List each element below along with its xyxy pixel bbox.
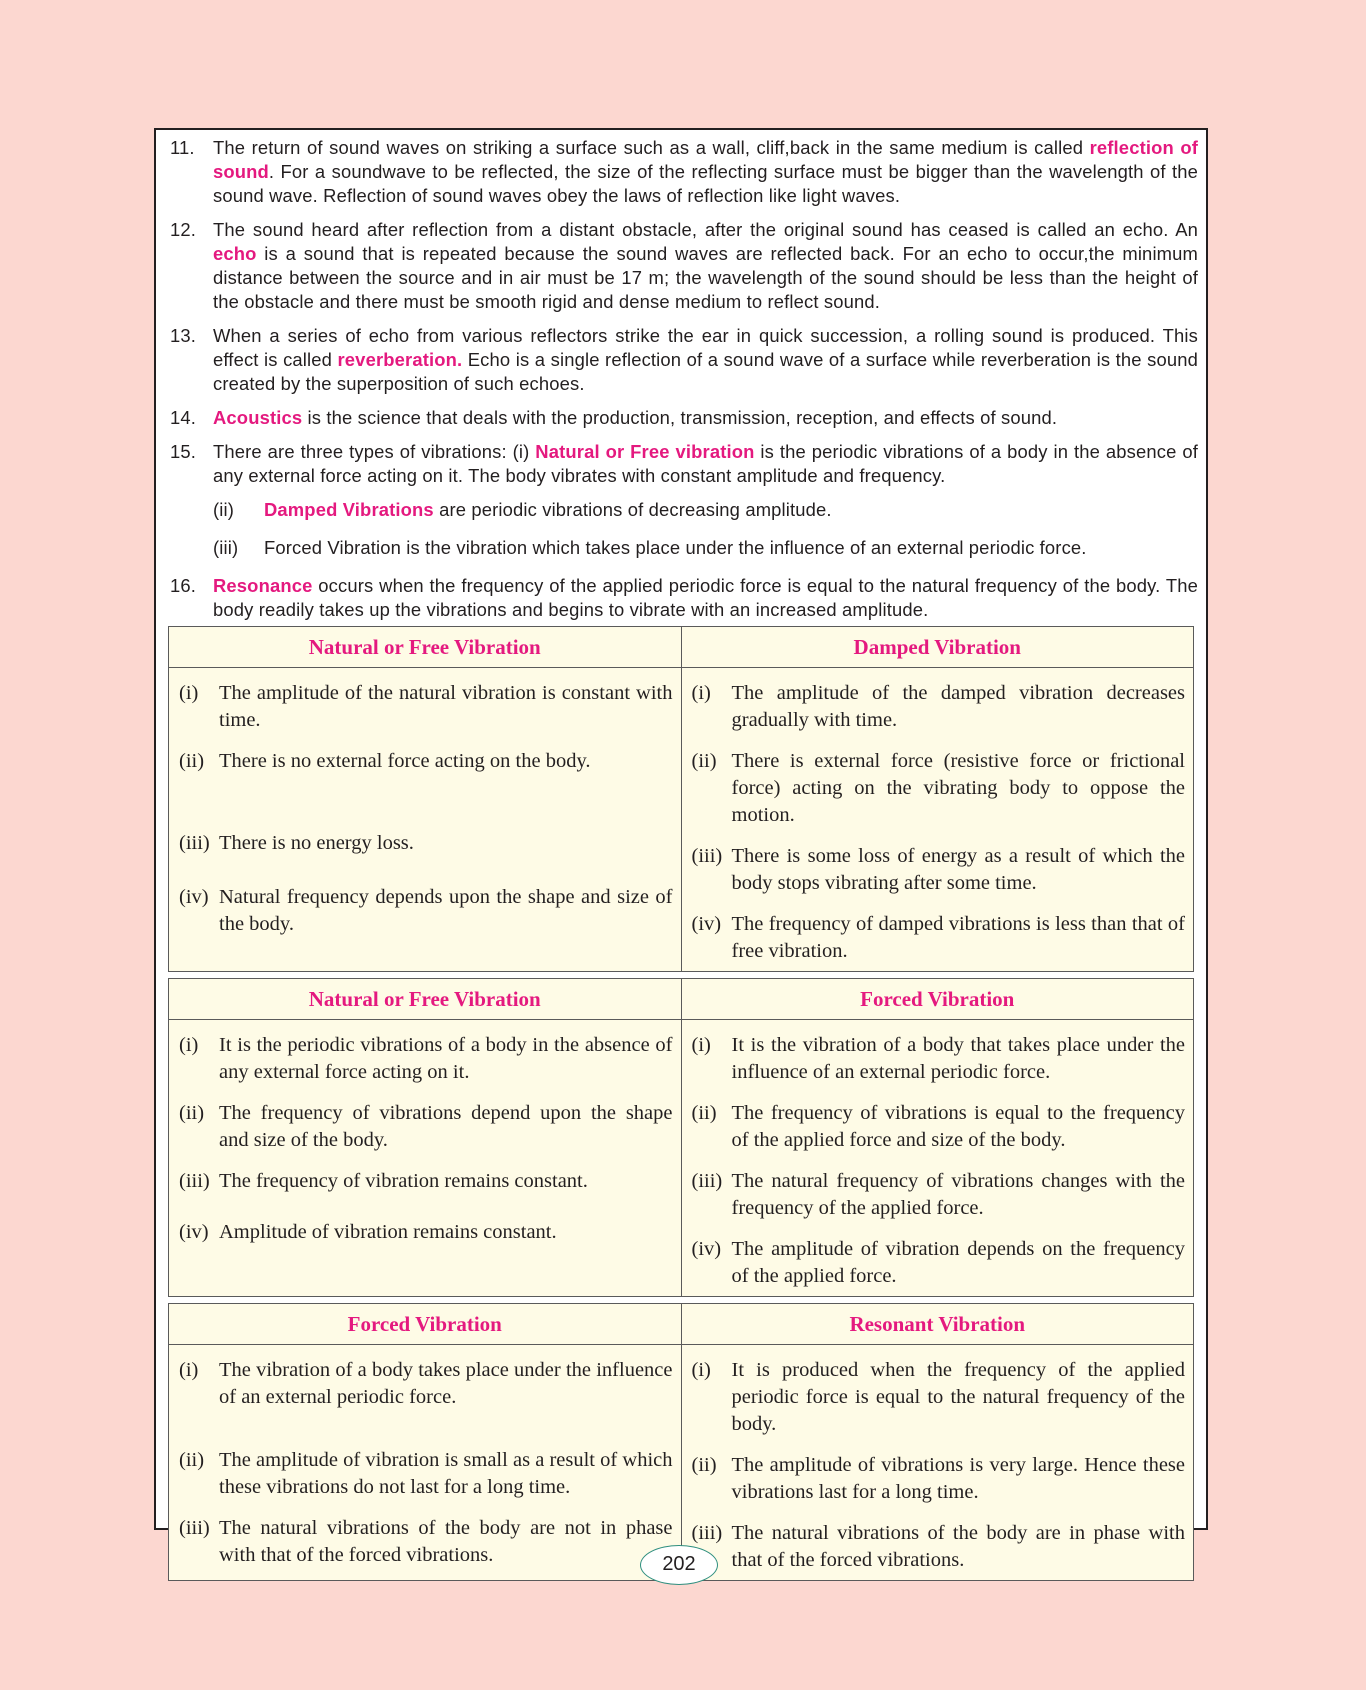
point-number: (iii) xyxy=(179,832,210,854)
item-text xyxy=(213,136,1198,208)
text-run: The sound heard after reflection from a distant obstacle, after the original sound has ceased is called an echo. An xyxy=(213,219,1198,240)
list-item xyxy=(164,440,1198,488)
text-run: There are three types of vibrations: (i) xyxy=(213,441,536,462)
point xyxy=(692,843,1186,897)
table-column xyxy=(681,668,1194,972)
text-run: occurs when the frequency of the applied periodic force is equal to the natural frequency of the body. The body readily takes up the vibrations and begins to vibrate with an increased amplitude. xyxy=(213,575,1198,620)
item-text xyxy=(213,574,1198,622)
point-text: The amplitude of the damped vibration decreases gradually with time. xyxy=(731,682,1185,731)
table-column xyxy=(169,1345,682,1581)
point xyxy=(692,1452,1186,1506)
term-highlight: Damped Vibrations xyxy=(264,499,434,520)
point-text: The amplitude of vibration is small as a result of which these vibrations do not last for a long time. xyxy=(219,1449,673,1498)
point-number: (ii) xyxy=(691,750,717,772)
item-number: 16. xyxy=(170,575,197,596)
term-highlight: Resonance xyxy=(213,575,313,596)
point-number: (iv) xyxy=(691,1238,722,1260)
point xyxy=(692,911,1186,965)
list-item xyxy=(164,324,1198,396)
term-highlight: reverberation. xyxy=(337,349,463,370)
text-run: is the periodic vibrations of a body in the absence of any external force acting on it. The body vibrates with constant amplitude and frequency. xyxy=(213,441,1199,486)
comparison-table-forced-resonant xyxy=(168,1303,1194,1581)
point xyxy=(692,1236,1186,1290)
point-number: (iii) xyxy=(691,1522,723,1544)
point-text: The amplitude of vibration depends on the frequency of the applied force. xyxy=(731,1238,1185,1287)
point-number: (ii) xyxy=(691,1454,717,1476)
point xyxy=(179,884,673,938)
column-heading: Natural or Free Vibration xyxy=(169,627,682,668)
comparison-table-natural-damped xyxy=(168,626,1194,972)
page-number: 202 xyxy=(640,1545,718,1585)
sub-item-text xyxy=(264,536,1198,560)
point-number: (i) xyxy=(691,1359,711,1381)
point-text: The vibration of a body takes place under the influence of an external periodic force. xyxy=(219,1359,673,1408)
text-run: . For a soundwave to be reflected, the size of the reflecting surface must be bigger than the wavelength of the sound wave. Reflection of sound waves obey the laws of reflection like light waves. xyxy=(213,161,1198,206)
point-text: The frequency of damped vibrations is less than that of free vibration. xyxy=(731,913,1185,962)
point-number: (iii) xyxy=(179,1170,210,1192)
item-number: 14. xyxy=(170,407,197,428)
point-text: The amplitude of the natural vibration is constant with time. xyxy=(219,682,673,731)
item-text xyxy=(213,440,1198,488)
table-column xyxy=(681,1020,1194,1297)
point-text: It is the periodic vibrations of a body in the absence of any external force acting on it. xyxy=(219,1034,673,1083)
point-number: (i) xyxy=(691,682,711,704)
point xyxy=(692,680,1186,734)
point xyxy=(692,748,1186,829)
text-run: The return of sound waves on striking a surface such as a wall, cliff,back in the same medium is called xyxy=(213,137,1090,158)
point-number: (i) xyxy=(179,1034,199,1056)
point-number: (iii) xyxy=(691,1170,723,1192)
numbered-list xyxy=(164,136,1198,622)
column-heading: Natural or Free Vibration xyxy=(169,979,682,1020)
point-number: (iii) xyxy=(179,1517,210,1539)
list-item xyxy=(164,218,1198,314)
point xyxy=(692,1032,1186,1086)
text-run: is the science that deals with the production, transmission, reception, and effects of sound. xyxy=(302,407,1058,428)
point-text: The natural vibrations of the body are not in phase with that of the forced vibrations. xyxy=(219,1517,673,1566)
list-item xyxy=(164,406,1198,430)
item-number: 11. xyxy=(170,137,195,158)
term-highlight: reflection of sound xyxy=(213,137,1198,182)
list-item xyxy=(164,136,1198,208)
item-number: 12. xyxy=(170,219,197,240)
point-number: (i) xyxy=(691,1034,711,1056)
text-run: When a series of echo from various reflectors strike the ear in quick succession, a rolling sound is produced. This effect is called xyxy=(213,325,1198,370)
point-text: The frequency of vibrations is equal to the frequency of the applied force and size of the body. xyxy=(731,1102,1185,1151)
point xyxy=(692,1520,1186,1574)
point-number: (ii) xyxy=(179,1449,205,1471)
point xyxy=(179,748,673,775)
point-text: There is no external force acting on the body. xyxy=(219,750,591,772)
point-number: (iv) xyxy=(691,913,722,935)
point-number: (i) xyxy=(179,1359,199,1381)
point-number: (i) xyxy=(179,682,199,704)
term-highlight: Acoustics xyxy=(213,407,303,428)
point-number: (iii) xyxy=(691,845,723,867)
point-text: There is no energy loss. xyxy=(219,832,414,854)
list-item xyxy=(164,574,1198,622)
point-text: The natural vibrations of the body are in phase with that of the forced vibrations. xyxy=(731,1522,1185,1571)
point-text: It is produced when the frequency of the applied periodic force is equal to the natural frequency of the body. xyxy=(731,1359,1185,1435)
column-heading: Forced Vibration xyxy=(169,1304,682,1345)
column-heading: Forced Vibration xyxy=(681,979,1194,1020)
point-text: The amplitude of vibrations is very large. Hence these vibrations last for a long time. xyxy=(731,1454,1185,1503)
text-run: Echo is a single reflection of a sound wave of a surface while reverberation is the sound created by the superposition of such echoes. xyxy=(213,349,1199,394)
point-number: (iv) xyxy=(179,886,209,908)
point-text: There is external force (resistive force or frictional force) acting on the vibrating body to oppose the motion. xyxy=(731,750,1185,826)
point-number: (ii) xyxy=(691,1102,717,1124)
point-text: There is some loss of energy as a result of which the body stops vibrating after some time. xyxy=(731,845,1185,894)
point xyxy=(179,1447,673,1501)
item-text xyxy=(213,324,1198,396)
point-text: The frequency of vibration remains constant. xyxy=(219,1170,588,1192)
column-heading: Damped Vibration xyxy=(681,627,1194,668)
point xyxy=(179,1032,673,1086)
point-text: The frequency of vibrations depend upon the shape and size of the body. xyxy=(219,1102,673,1151)
term-highlight: echo xyxy=(213,243,257,264)
point xyxy=(179,1168,673,1195)
point-text: Natural frequency depends upon the shape and size of the body. xyxy=(219,886,673,935)
point xyxy=(179,830,673,857)
point xyxy=(692,1357,1186,1438)
table-column xyxy=(169,668,682,972)
text-run: is a sound that is repeated because the sound waves are reflected back. For an echo to occur,the minimum distance between the source and in air must be 17 m; the wavelength of the sound should be less than the height of the obstacle and there must be smooth rigid and dense medium to reflect sound. xyxy=(213,243,1198,312)
text-run: Forced Vibration is the vibration which takes place under the influence of an external periodic force. xyxy=(264,537,1087,558)
sub-item xyxy=(213,498,1198,522)
item-number: 13. xyxy=(170,325,197,346)
sub-item-number: (iii) xyxy=(213,537,239,558)
point xyxy=(692,1168,1186,1222)
point-number: (ii) xyxy=(179,1102,205,1124)
point xyxy=(179,1219,673,1246)
term-highlight: Natural or Free vibration xyxy=(535,441,755,462)
comparison-table-natural-forced xyxy=(168,978,1194,1297)
table-column xyxy=(169,1020,682,1297)
point xyxy=(179,680,673,734)
item-text xyxy=(213,218,1198,314)
point xyxy=(179,1515,673,1569)
point-text: The natural frequency of vibrations changes with the frequency of the applied force. xyxy=(731,1170,1185,1219)
text-run: are periodic vibrations of decreasing amplitude. xyxy=(433,499,832,520)
sub-item xyxy=(213,536,1198,560)
item-text xyxy=(213,406,1198,430)
point-number: (ii) xyxy=(179,750,205,772)
sub-item-text xyxy=(264,498,1198,522)
point-text: It is the vibration of a body that takes place under the influence of an external periodic force. xyxy=(731,1034,1185,1083)
sub-item-number: (ii) xyxy=(213,499,235,520)
table-column xyxy=(681,1345,1194,1581)
item-number: 15. xyxy=(170,441,197,462)
point-number: (iv) xyxy=(179,1221,209,1243)
point xyxy=(692,1100,1186,1154)
column-heading: Resonant Vibration xyxy=(681,1304,1194,1345)
point-text: Amplitude of vibration remains constant. xyxy=(219,1221,557,1243)
point xyxy=(179,1357,673,1411)
point xyxy=(179,1100,673,1154)
